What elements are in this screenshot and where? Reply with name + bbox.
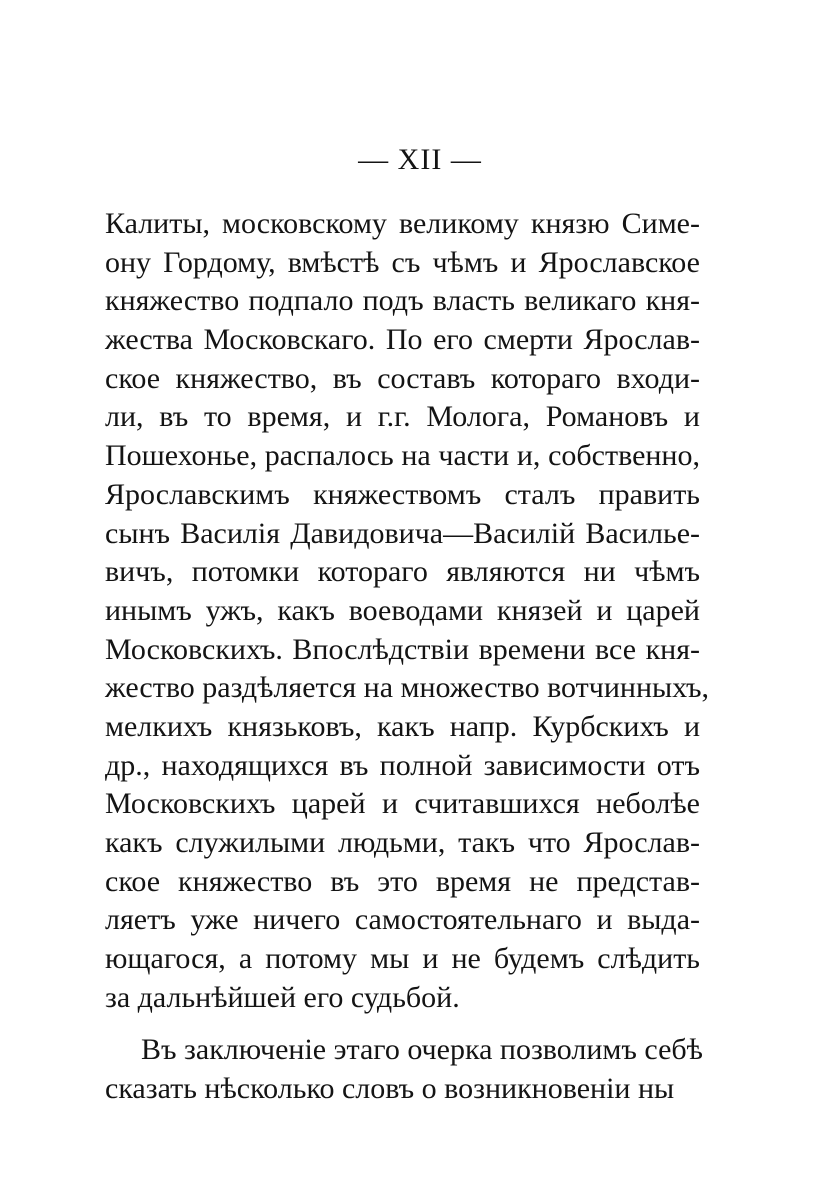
text-line: сказать нѣсколько словъ о возникновеніи ны	[105, 1072, 675, 1106]
text-line: др., находящихся въ полной зависимости отъ	[105, 748, 700, 782]
text-line: мелкихъ князьковъ, какъ напр. Курбскихъ и	[105, 709, 700, 743]
paragraph-1	[105, 205, 710, 1017]
text-line: жество раздѣляется на множество вотчинныхъ,	[105, 671, 710, 705]
paragraph-gap	[105, 1017, 700, 1031]
text-line: ляетъ уже ничего самостоятельнаго и выда-	[105, 903, 700, 937]
text-line: какъ служилыми людьми, такъ что Ярослав-	[105, 826, 700, 859]
text-line: за дальнѣйшей его судьбой.	[105, 980, 460, 1014]
body-text	[105, 205, 710, 1109]
text-line: Пошехонье, распалось на части и, собственно,	[105, 439, 700, 473]
text-line: ское княжество, въ составъ котораго входи-	[105, 361, 700, 395]
text-line: вичъ, потомки котораго являются ни чѣмъ	[105, 555, 700, 589]
text-line: ону Гордому, вмѣстѣ съ чѣмъ и Ярославское	[105, 245, 700, 279]
text-line: сынъ Василія Давидовича—Василій Василье-	[105, 516, 700, 550]
text-line: Московскихъ. Впослѣдствіи времени все кня-	[105, 632, 700, 666]
text-line: ющагося, а потому мы и не будемъ слѣдить	[105, 942, 700, 976]
text-line: Калиты, московскому великому князю Симе-	[105, 207, 700, 240]
text-line: ли, въ то время, и г.г. Молога, Романовъ и	[105, 400, 700, 434]
text-line: жества Московскаго. По его смерти Ярослав-	[105, 323, 700, 357]
page-number: — XII —	[358, 143, 482, 176]
text-line: Ярославскимъ княжествомъ сталъ править	[105, 477, 700, 511]
paragraph-2	[105, 1031, 703, 1108]
text-line: Московскихъ царей и считавшихся неболѣе	[105, 787, 700, 821]
text-line: Въ заключеніе этаго очерка позволимъ себѣ	[141, 1033, 703, 1067]
text-line: ское княжество въ это время не представ-	[105, 864, 700, 898]
text-line: инымъ ужъ, какъ воеводами князей и царей	[105, 593, 700, 627]
text-line: княжество подпало подъ власть великаго кня-	[105, 284, 700, 318]
